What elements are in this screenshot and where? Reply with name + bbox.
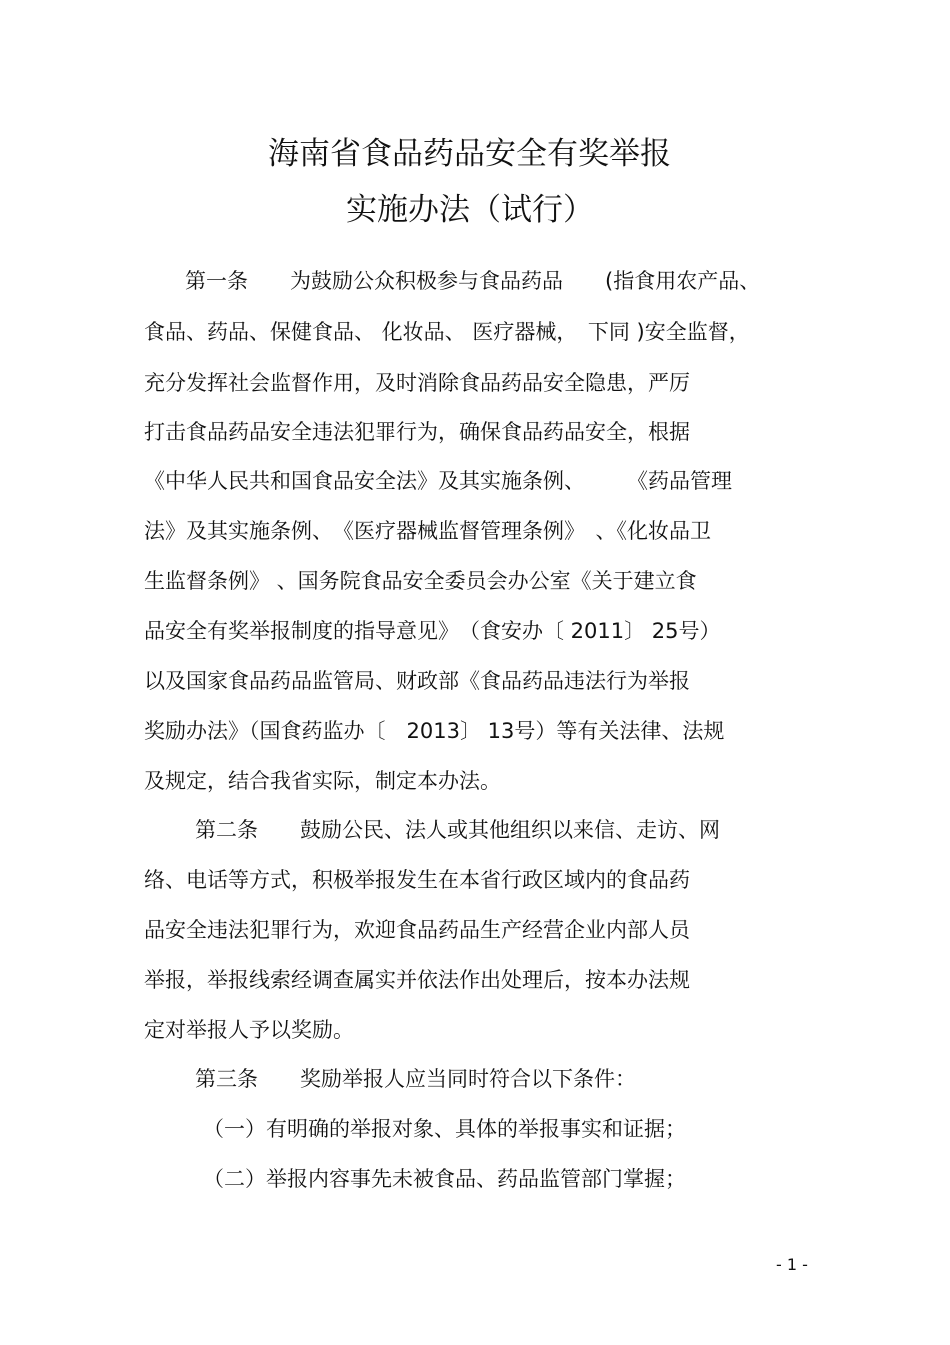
document-title-line-1: 海南省食品药品安全有奖举报 <box>268 136 671 172</box>
article-2-line-4: 举报，举报线索经调查属实并依法作出处理后，按本办法规 <box>144 968 690 992</box>
article-1-line-11: 及规定，结合我省实际，制定本办法。 <box>144 769 501 793</box>
article-1-line-2: 食品、药品、保健食品、 化妆品、 医疗器械， 下同 )安全监督， <box>144 320 750 344</box>
article-1-line-4: 打击食品药品安全违法犯罪行为，确保食品药品安全，根据 <box>144 420 690 444</box>
article-3-item-1: （一）有明确的举报对象、具体的举报事实和证据； <box>203 1117 686 1141</box>
article-1-line-9: 以及国家食品药品监管局、财政部《食品药品违法行为举报 <box>144 669 690 693</box>
article-1-line-1: 第一条 为鼓励公众积极参与食品药品 (指食用农产品、 <box>185 269 761 293</box>
document-title-line-2: 实施办法（试行） <box>346 192 594 228</box>
article-1-line-10: 奖励办法》（国食药监办〔 2013〕 13号）等有关法律、法规 <box>144 719 725 743</box>
article-3-item-2: （二）举报内容事先未被食品、药品监管部门掌握； <box>203 1167 686 1191</box>
article-2-line-3: 品安全违法犯罪行为，欢迎食品药品生产经营企业内部人员 <box>144 918 690 942</box>
article-2-line-2: 络、电话等方式，积极举报发生在本省行政区域内的食品药 <box>144 868 690 892</box>
article-1-line-6: 法》及其实施条例、 《医疗器械监督管理条例》 、《化妆品卫 <box>144 519 711 543</box>
article-3-line-1: 第三条 奖励举报人应当同时符合以下条件： <box>195 1067 636 1091</box>
article-1-line-5: 《中华人民共和国食品安全法》及其实施条例、 《药品管理 <box>144 469 732 493</box>
article-2-line-1: 第二条 鼓励公民、法人或其他组织以来信、走访、网 <box>195 818 720 842</box>
page-number: - 1 - <box>776 1255 808 1274</box>
article-1-line-8: 品安全有奖举报制度的指导意见》 （食安办〔 2011〕 25号） <box>144 619 721 643</box>
article-1-line-7: 生监督条例》 、国务院食品安全委员会办公室《关于建立食 <box>144 569 697 593</box>
article-1-line-3: 充分发挥社会监督作用，及时消除食品药品安全隐患，严厉 <box>144 371 690 395</box>
article-2-line-5: 定对举报人予以奖励。 <box>144 1018 354 1042</box>
